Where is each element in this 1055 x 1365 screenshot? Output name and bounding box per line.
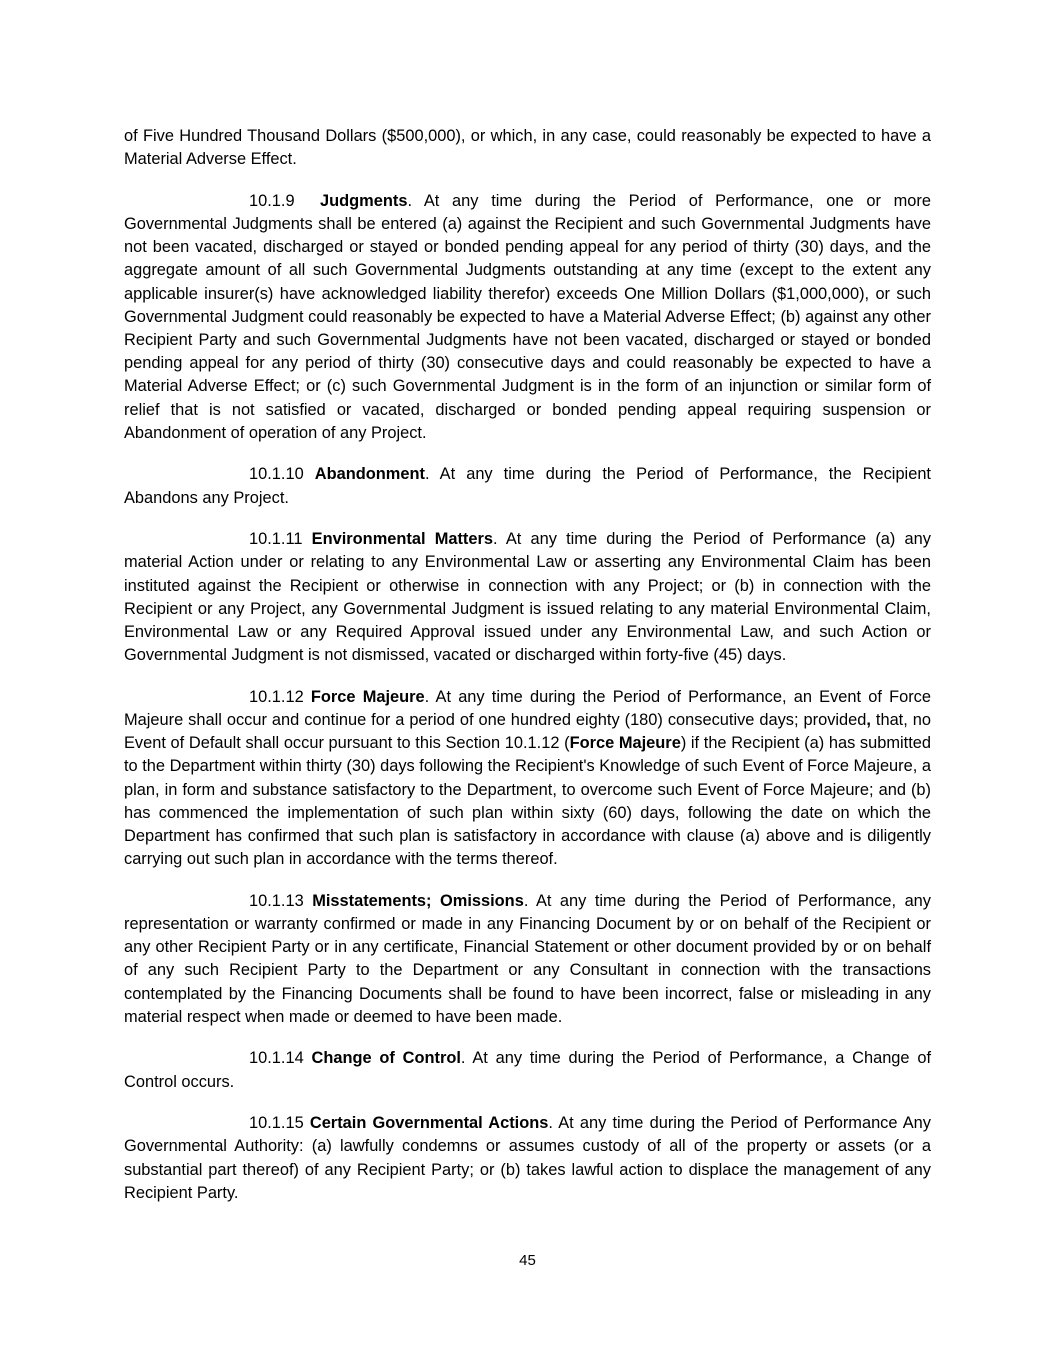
section-heading: Misstatements; Omissions: [312, 891, 524, 910]
bold-comma: ,: [866, 711, 871, 730]
section-text: . At any time during the Period of Performance Any Governmental Authority: (a) lawfully condemns or assumes custody of all of the property or assets (or a substantial part thereof) of any Recipient Party; or (b) takes lawful action to displace the management of any Recipient Party.: [124, 1114, 931, 1202]
document-page: [124, 125, 931, 1223]
section-number: 10.1.13: [249, 891, 304, 910]
section-text-a: . At any time during the Period of Performance, an Event of Force Majeure shall occur and continue for a period of one hundred eighty (180) consecutive days; provided: [124, 687, 931, 730]
section-number: 10.1.10: [249, 465, 304, 484]
section-heading: Abandonment: [314, 465, 425, 484]
section-10-1-15: [124, 1112, 931, 1205]
section-number: 10.1.12: [249, 687, 304, 706]
section-text: . At any time during the Period of Performance, any representation or warranty confirmed or made in any Financing Document by or on behalf of the Recipient or any other Recipient Party or in any certificate, Financial Statement or other document provided by or on behalf of any such Recipient Party to the Department or any Consultant in connection with the transactions contemplated by the Financing Documents shall be found to have been incorrect, false or misleading in any material respect when made or deemed to have been made.: [124, 891, 931, 1026]
section-heading: Certain Governmental Actions: [309, 1114, 549, 1133]
section-10-1-10: [124, 463, 931, 509]
section-10-1-9: [124, 190, 931, 445]
section-10-1-11: [124, 528, 931, 667]
section-text: . At any time during the Period of Performance, a Change of Control occurs.: [124, 1049, 931, 1091]
section-heading: Force Majeure: [310, 687, 425, 706]
section-10-1-12: [124, 686, 931, 872]
page-number: 45: [519, 1252, 536, 1269]
section-number: 10.1.14: [249, 1049, 304, 1068]
section-heading: Judgments: [320, 191, 408, 210]
section-text-c: ) if the Recipient (a) has submitted to the Department within thirty (30) days following the Recipient's Knowledge of such Event of Force Majeure, a plan, in form and substance satisfactory to the Department, to overcome such Event of Force Majeure; and (b) has commenced the implementation of such plan within sixty (60) days, following the date on which the Department has confirmed that such plan is satisfactory in accordance with clause (a) above and is diligently carrying out such plan in accordance with the terms thereof.: [124, 734, 931, 869]
section-number: 10.1.15: [249, 1114, 304, 1133]
section-10-1-13: [124, 890, 931, 1029]
section-text-b: that, no Event of Default shall occur pursuant to this Section 10.1.12 (: [124, 711, 931, 753]
section-10-1-14: [124, 1047, 931, 1093]
section-text: . At any time during the Period of Performance, the Recipient Abandons any Project.: [124, 465, 931, 507]
section-number: 10.1.9: [249, 191, 295, 210]
section-text: . At any time during the Period of Performance, one or more Governmental Judgments shall be entered (a) against the Recipient and such Governmental Judgments have not been vacated, discharged or stayed or bonded pending appeal for any period of thirty (30) days, and the aggregate amount of all such Governmental Judgments outstanding at any time (except to the extent any applicable insurer(s) have acknowledged liability therefor) exceeds One Million Dollars ($1,000,000), or such Governmental Judgment could reasonably be expected to have a Material Adverse Effect; (b) against any other Recipient Party and such Governmental Judgments have not been vacated, discharged or stayed or bonded pending appeal for any period of thirty (30) consecutive days and could reasonably be expected to have a Material Adverse Effect; or (c) such Governmental Judgment is in the form of an injunction or similar form of relief that is not satisfied or vacated, discharged or bonded pending appeal requiring suspension or Abandonment of operation of any Project.: [124, 191, 931, 442]
section-text: . At any time during the Period of Performance (a) any material Action under or relating to any Environmental Law or asserting any Environmental Claim has been instituted against the Recipient or otherwise in connection with any Project; or (b) in connection with the Recipient or any Project, any Governmental Judgment is issued relating to any material Environmental Claim, Environmental Law or any Required Approval issued under any Environmental Law, and such Action or Governmental Judgment is not dismissed, vacated or discharged within forty-five (45) days.: [124, 530, 931, 665]
section-heading: Change of Control: [311, 1049, 461, 1068]
intro-paragraph: of Five Hundred Thousand Dollars ($500,000), or which, in any case, could reasonably be expected to have a Material Adverse Effect.: [124, 127, 931, 169]
section-heading: Environmental Matters: [311, 530, 493, 549]
inline-heading: Force Majeure: [569, 734, 681, 753]
section-number: 10.1.11: [249, 530, 303, 549]
